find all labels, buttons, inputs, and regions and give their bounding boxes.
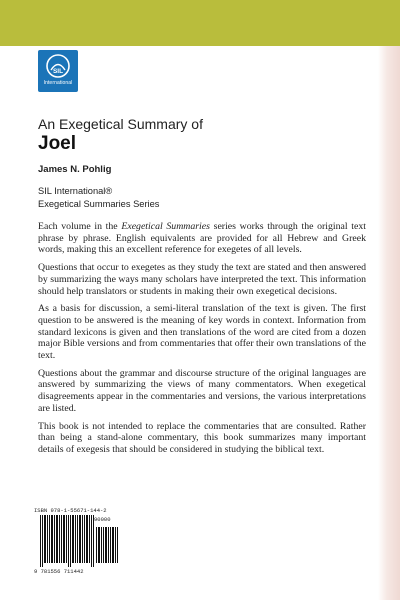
isbn-text: ISBN 978-1-55671-144-2	[34, 507, 107, 514]
publisher-line-2: Exegetical Summaries Series	[38, 198, 160, 209]
barcode	[32, 507, 124, 579]
blurb-paragraph-1	[38, 221, 366, 256]
blurb-text: series works through the original text phrase by phrase. English equivalents are provided for all Hebrew and Greek words, making this an excellent reference for exegetes of all levels.	[38, 221, 367, 256]
publisher-line-1: SIL International®	[38, 186, 113, 196]
blurb-paragraph-4: Questions about the grammar and discourse structure of the original languages are answered by summarizing the views of many commentators. When exegetical disagreements appear in the commentaries and versions, the various interpretations are listed.	[38, 367, 366, 414]
publisher-info	[38, 185, 159, 210]
blurb-paragraph-5: This book is not intended to replace the commentaries that are consulted. Rather than being a stand-alone commentary, this book summarizes many important details of exegesis that should be considered in studying the biblical text.	[38, 420, 366, 455]
title-line-2: Joel	[38, 133, 77, 154]
spine-edge	[378, 46, 400, 600]
author-name: James N. Pohlig	[38, 164, 112, 175]
logo-subtext: International	[43, 80, 73, 86]
logo-text: SIL	[52, 68, 64, 75]
book-title	[38, 116, 368, 155]
barcode-digits: 9 781556 711442	[34, 568, 84, 575]
series-name: Exegetical Summaries	[121, 221, 210, 232]
top-color-band	[0, 0, 400, 46]
title-line-1: An Exegetical Summary of	[38, 116, 203, 132]
sil-logo	[38, 50, 78, 92]
price-code: 90000	[94, 516, 111, 523]
blurb-paragraph-2: Questions that occur to exegetes as they study the text are stated and then answered by summarizing the ways many scholars have interpreted the text. This information should help translators or students in making their own exegetical decisions.	[38, 262, 366, 297]
blurb-text: Each volume in the	[38, 221, 122, 232]
blurb	[38, 221, 366, 462]
sil-emblem-icon	[45, 53, 71, 79]
blurb-paragraph-3: As a basis for discussion, a semi-literal translation of the text is given. The first question to be answered is the meaning of key words in context. Information from standard lexicons is given and then translations of the word are cited from a dozen major Bible versions and from commentaries that offer their own translations of the text.	[38, 303, 366, 362]
